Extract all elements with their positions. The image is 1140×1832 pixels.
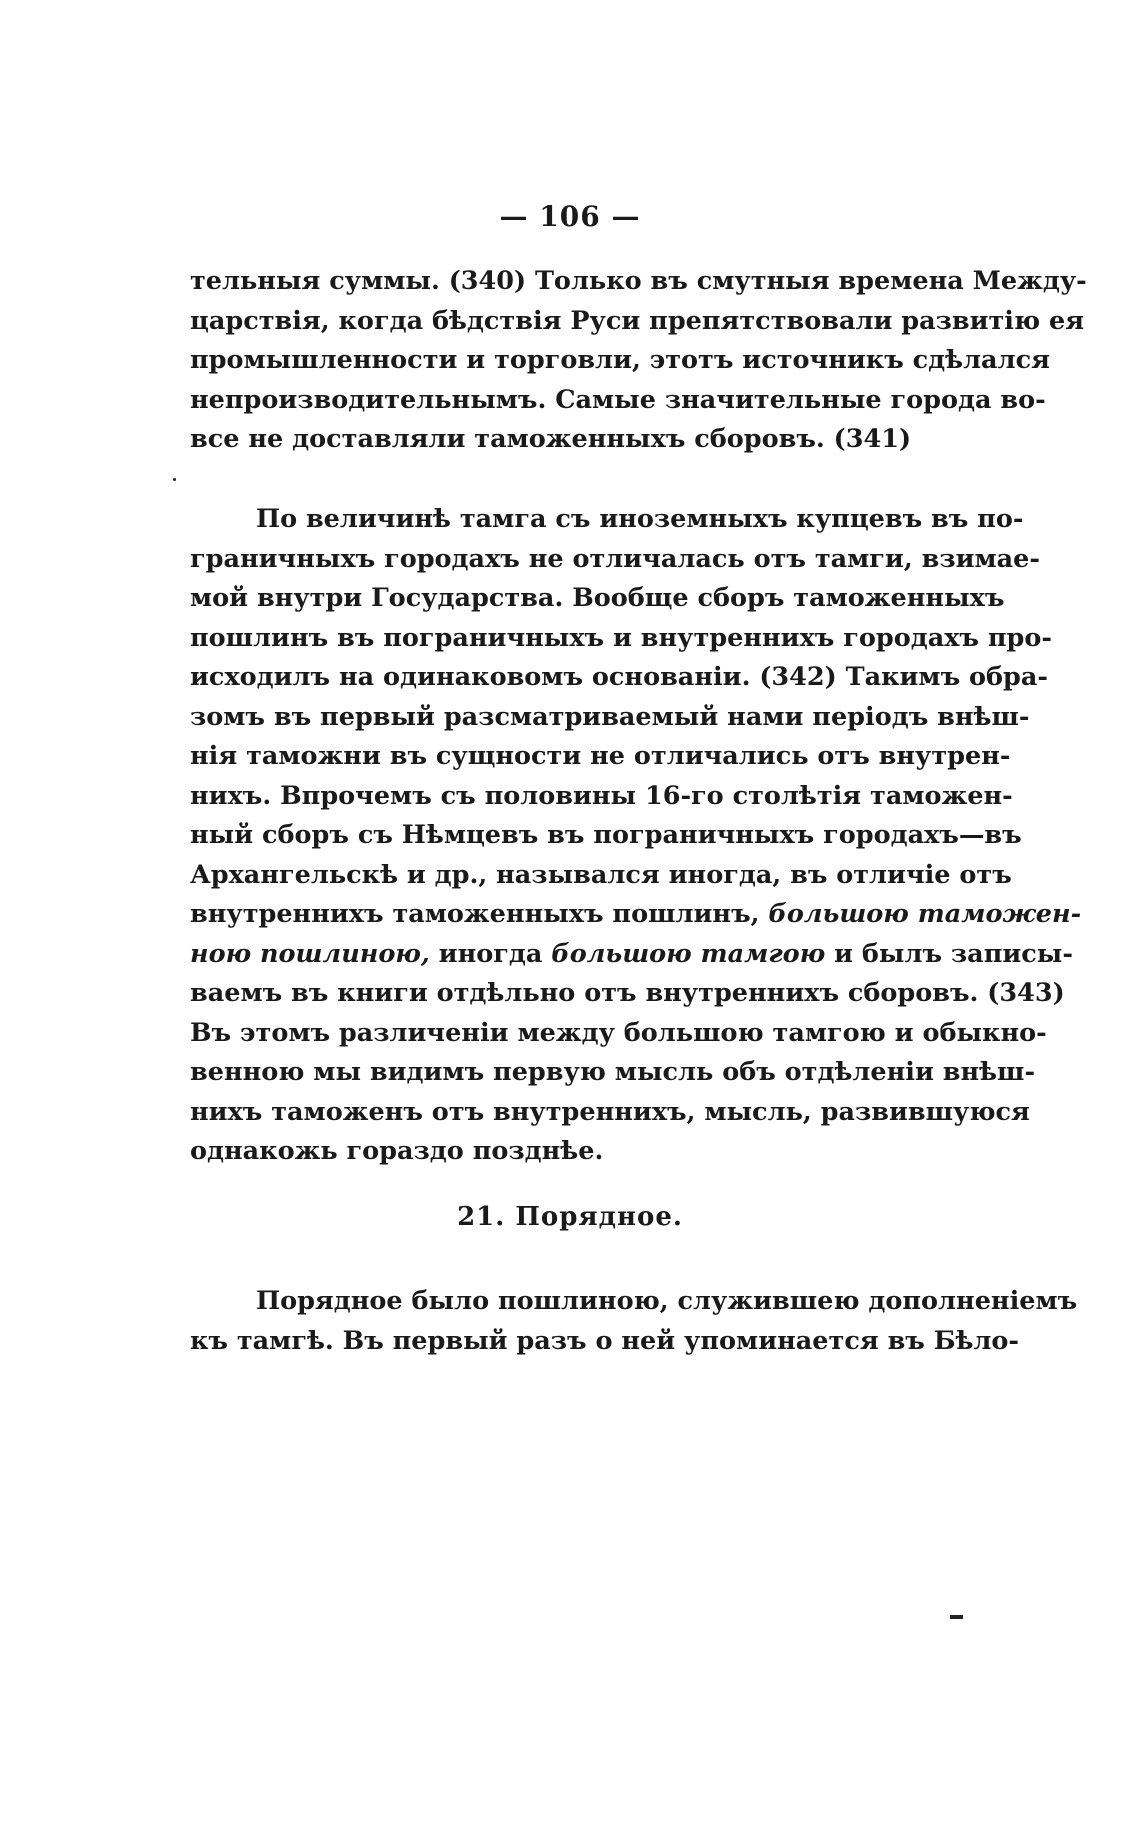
paragraph-3 bbox=[190, 1282, 1078, 1361]
text-line: нихъ. Впрочемъ съ половины 16-го столѣтія таможен- bbox=[190, 780, 1013, 811]
text-line: царствія, когда бѣдствія Руси препятствовали развитію ея bbox=[190, 305, 1085, 336]
text-line: зомъ въ первый разсматриваемый нами періодъ внѣш- bbox=[190, 701, 1030, 732]
italic-phrase: ною пошлиною, bbox=[190, 938, 430, 969]
text-line: тельныя суммы. (340) Только въ смутныя времена Между- bbox=[190, 266, 1087, 296]
paragraph-1 bbox=[190, 262, 1087, 460]
text-segment: и былъ записы- bbox=[834, 938, 1073, 969]
text-line: По величинѣ тамга съ иноземныхъ купцевъ въ по- bbox=[256, 504, 1024, 534]
text-line: къ тамгѣ. Въ первый разъ о ней упоминается въ Бѣло- bbox=[190, 1325, 1020, 1356]
text-line: пошлинъ въ пограничныхъ и внутреннихъ городахъ про- bbox=[190, 622, 1052, 653]
italic-phrase: большою тамгою bbox=[551, 938, 826, 969]
text-line: ваемъ въ книги отдѣльно отъ внутреннихъ сборовъ. (343) bbox=[190, 978, 1065, 1008]
text-line: непроизводительнымъ. Самые значительные города во- bbox=[190, 384, 1046, 415]
text-line: нихъ таможенъ отъ внутреннихъ, мысль, развившуюся bbox=[190, 1096, 1030, 1127]
text-line: промышленности и торговли, этотъ источникъ сдѣлался bbox=[190, 345, 1050, 375]
text-line: исходилъ на одинаковомъ основаніи. (342) Такимъ обра- bbox=[190, 662, 1048, 692]
text-segment: внутреннихъ таможенныхъ пошлинъ, bbox=[190, 899, 760, 929]
text-line: мой внутри Государства. Вообще сборъ таможенныхъ bbox=[190, 583, 1005, 613]
text-segment: иногда bbox=[438, 938, 543, 969]
paragraph-2 bbox=[190, 500, 1082, 1172]
text-line: нія таможни въ сущности не отличались отъ внутрен- bbox=[190, 741, 1011, 771]
text-line: граничныхъ городахъ не отличалась отъ тамги, взимае- bbox=[190, 543, 1040, 574]
text-line: однакожь гораздо позднѣе. bbox=[190, 1136, 604, 1166]
italic-phrase: большою таможен- bbox=[768, 899, 1082, 929]
text-line: Въ этомъ различеніи между большою тамгою и обыкно- bbox=[190, 1017, 1047, 1048]
text-line: ный сборъ съ Нѣмцевъ въ пограничныхъ городахъ—въ bbox=[190, 820, 1022, 850]
stray-dash-mark bbox=[950, 1615, 963, 1619]
text-line: венною мы видимъ первую мысль объ отдѣленіи внѣш- bbox=[190, 1057, 1036, 1087]
text-line: все не доставляли таможенныхъ сборовъ. (341) bbox=[190, 424, 912, 454]
text-line: Порядное было пошлиною, служившею дополненіемъ bbox=[256, 1286, 1078, 1316]
stray-dot-mark bbox=[173, 478, 176, 481]
section-heading: 21. Порядное. bbox=[457, 1202, 683, 1232]
text-line: Архангельскѣ и др., назывался иногда, въ отличіе отъ bbox=[190, 859, 1012, 890]
page-number: — 106 — bbox=[499, 200, 641, 233]
text-line-mixed bbox=[190, 895, 1082, 935]
text-line-mixed bbox=[190, 935, 1073, 975]
